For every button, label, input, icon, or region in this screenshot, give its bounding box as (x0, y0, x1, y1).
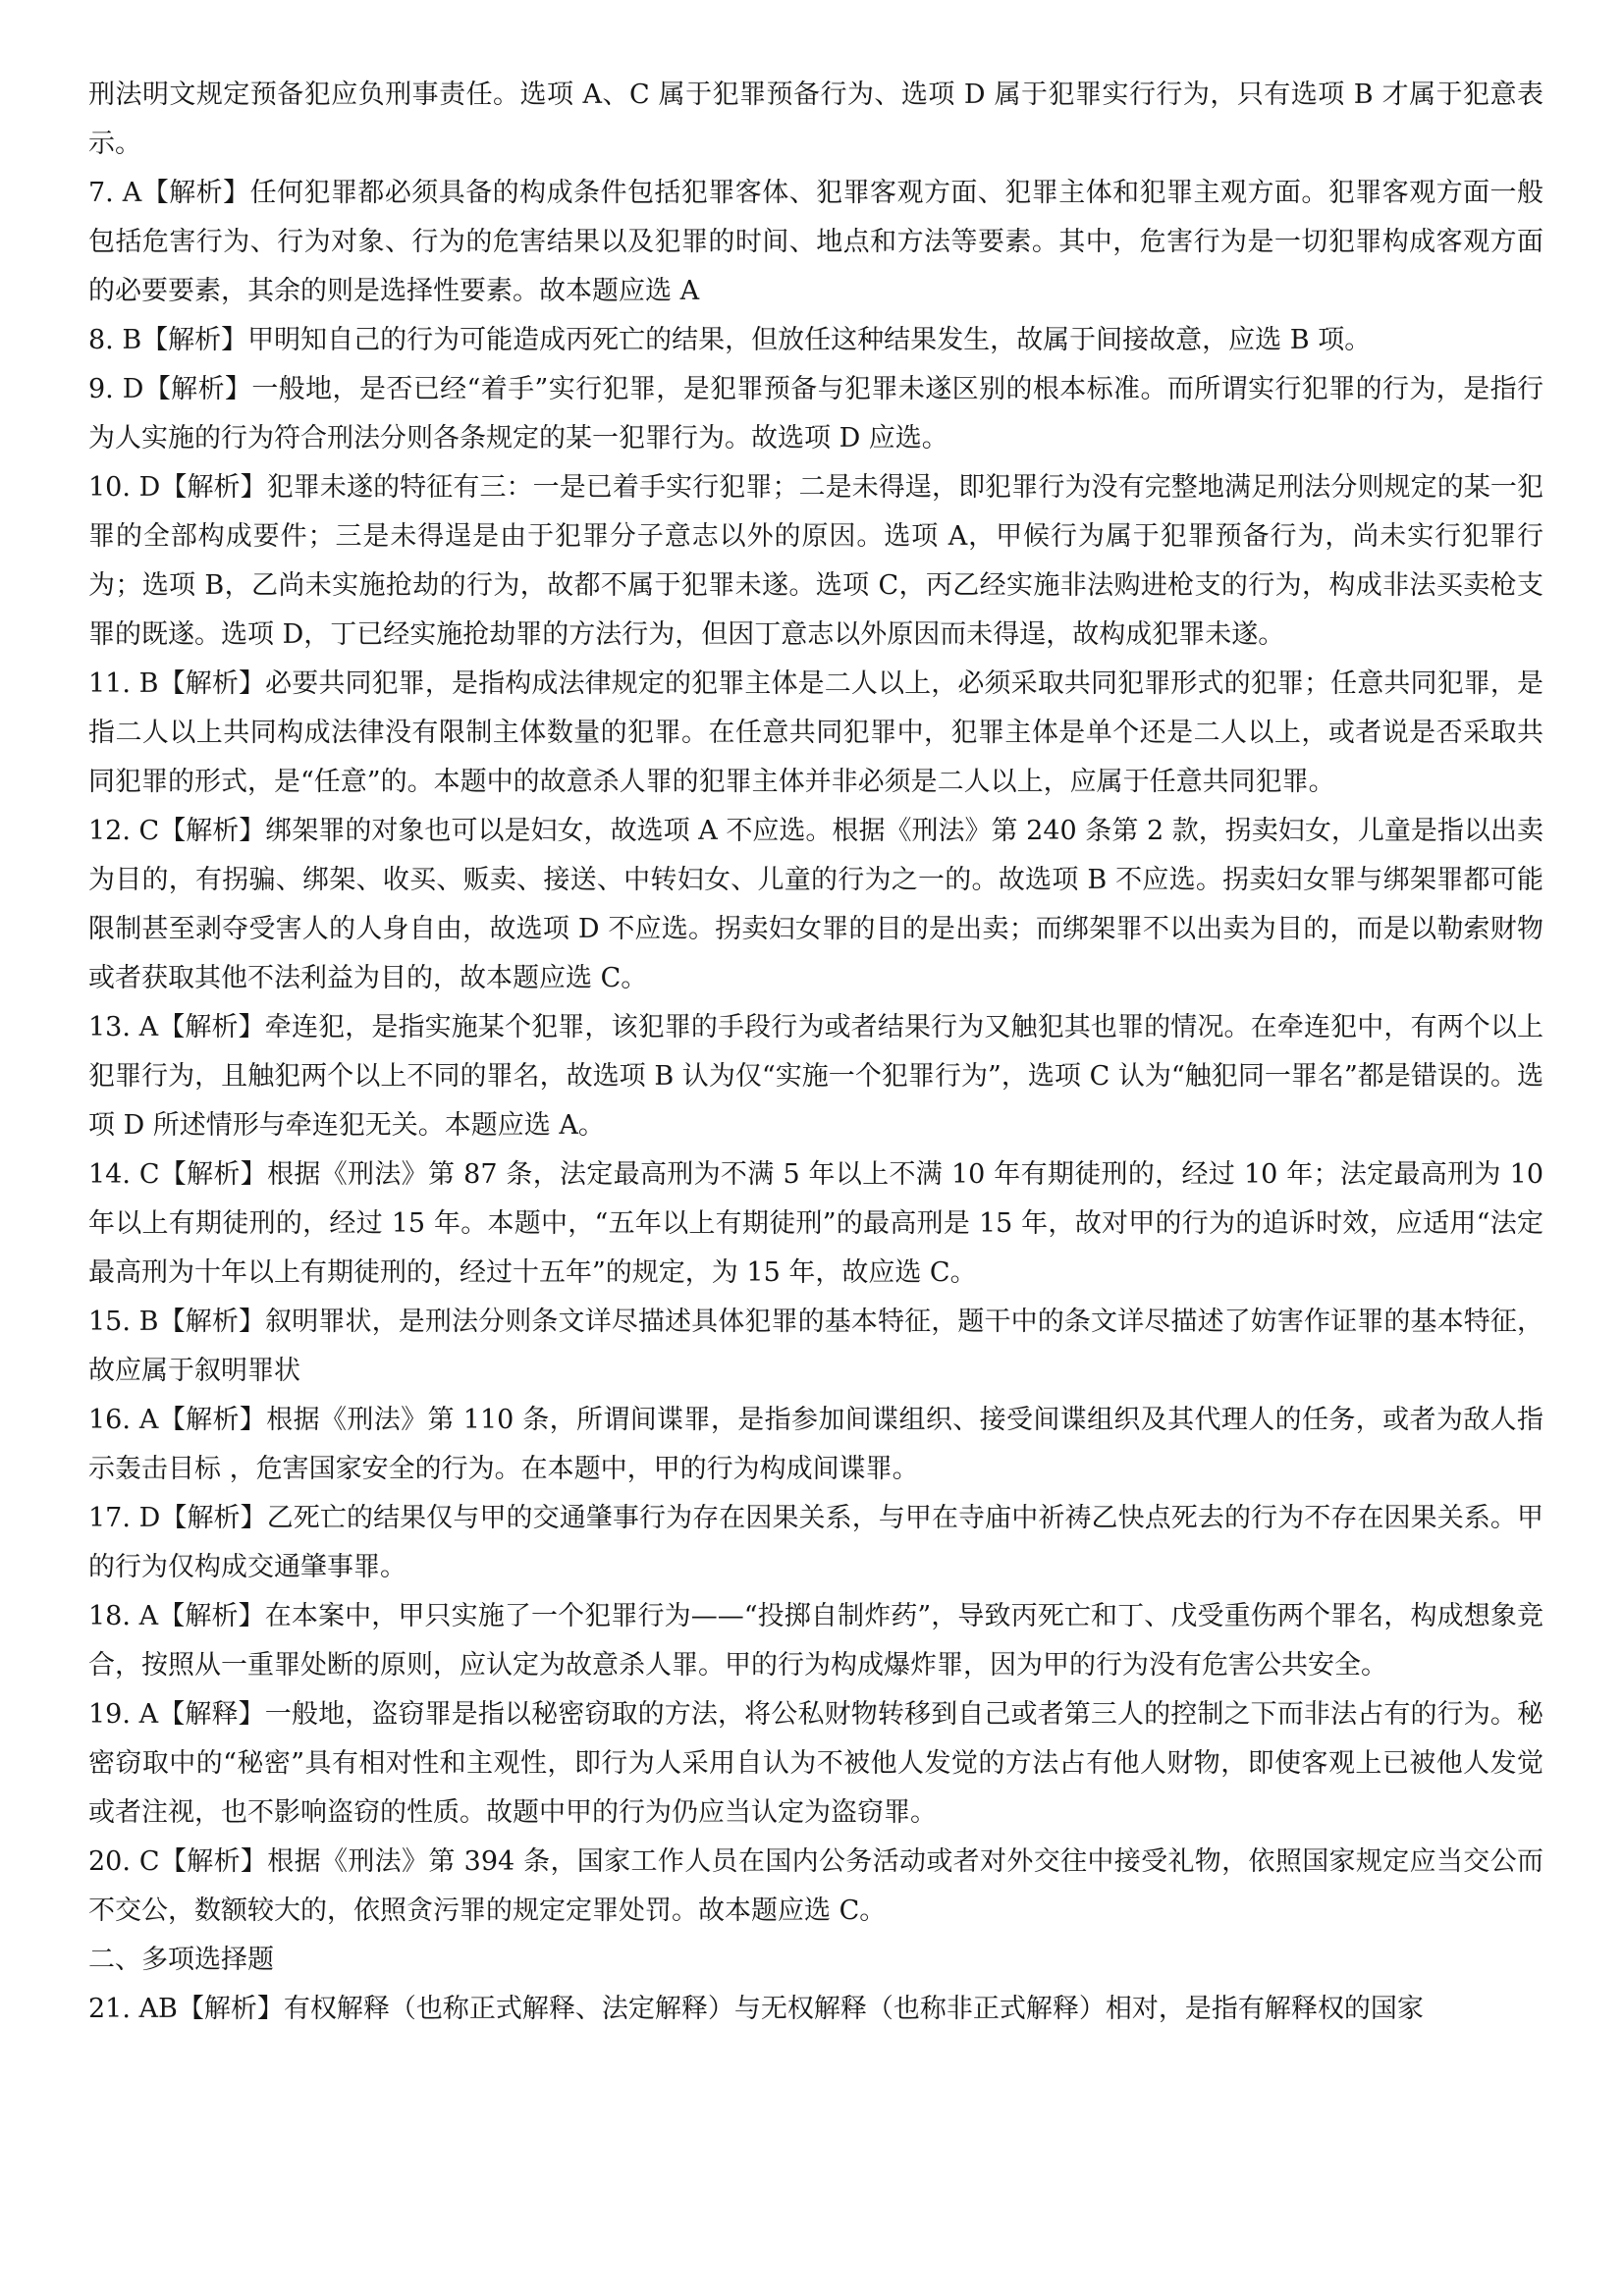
answer-12: 12. C【解析】绑架罪的对象也可以是妇女，故选项 A 不应选。根据《刑法》第 240 条第 2 款，拐卖妇女，儿童是指以出卖为目的，有拐骗、绑架、收买、贩卖、接送、中转妇女、儿童的行为之一的。故选项 B 不应选。拐卖妇女罪与绑架罪都可能限制甚至剥夺受害人的人身自由，故选项 D 不应选。拐卖妇女罪的目的是出卖；而绑架罪不以出卖为目的，而是以勒索财物或者获取其他不法利益为目的，故本题应选 C。 (88, 816, 1543, 993)
answer-20: 20. C【解析】根据《刑法》第 394 条，国家工作人员在国内公务活动或者对外交往中接受礼物，依照国家规定应当交公而不交公，数额较大的，依照贪污罪的规定定罪处罚。故本题应选 C。 (88, 1846, 1543, 1926)
answer-17: 17. D【解析】乙死亡的结果仅与甲的交通肇事行为存在因果关系，与甲在寺庙中祈祷乙快点死去的行为不存在因果关系。甲的行为仅构成交通肇事罪。 (88, 1503, 1543, 1582)
document-page (88, 71, 1543, 2034)
paragraph-continuation: 刑法明文规定预备犯应负刑事责任。选项 A、C 属于犯罪预备行为、选项 D 属于犯罪实行行为，只有选项 B 才属于犯意表示。 (88, 80, 1543, 159)
answer-15: 15. B【解析】叙明罪状，是刑法分则条文详尽描述具体犯罪的基本特征，题干中的条文详尽描述了妨害作证罪的基本特征，故应属于叙明罪状 (88, 1307, 1543, 1386)
answer-8: 8. B【解析】甲明知自己的行为可能造成丙死亡的结果，但放任这种结果发生，故属于间接故意，应选 B 项。 (88, 325, 1372, 355)
answer-11: 11. B【解析】必要共同犯罪，是指构成法律规定的犯罪主体是二人以上，必须采取共同犯罪形式的犯罪；任意共同犯罪，是指二人以上共同构成法律没有限制主体数量的犯罪。在任意共同犯罪中，犯罪主体是单个还是二人以上，或者说是否采取共同犯罪的形式，是“任意”的。本题中的故意杀人罪的犯罪主体并非必须是二人以上，应属于任意共同犯罪。 (88, 668, 1543, 797)
section-heading: 二、多项选择题 (88, 1945, 274, 1975)
answer-10: 10. D【解析】犯罪未遂的特征有三：一是已着手实行犯罪；二是未得逞，即犯罪行为没有完整地满足刑法分则规定的某一犯罪的全部构成要件；三是未得逞是由于犯罪分子意志以外的原因。选项 A，甲候行为属于犯罪预备行为，尚未实行犯罪行为；选项 B，乙尚未实施抢劫的行为，故都不属于犯罪未遂。选项 C，丙乙经实施非法购进枪支的行为，构成非法买卖枪支罪的既遂。选项 D，丁已经实施抢劫罪的方法行为，但因丁意志以外原因而未得逞，故构成犯罪未遂。 (88, 472, 1543, 650)
answer-13: 13. A【解析】牵连犯，是指实施某个犯罪，该犯罪的手段行为或者结果行为又触犯其也罪的情况。在牵连犯中，有两个以上犯罪行为，且触犯两个以上不同的罪名，故选项 B 认为仅“实施一个犯罪行为”，选项 C 认为“触犯同一罪名”都是错误的。选项 D 所述情形与牵连犯无关。本题应选 A。 (88, 1012, 1543, 1141)
answer-16: 16. A【解析】根据《刑法》第 110 条，所谓间谍罪，是指参加间谍组织、接受间谍组织及其代理人的任务，或者为敌人指示轰击目标 ，危害国家安全的行为。在本题中，甲的行为构成间谍罪。 (88, 1405, 1543, 1484)
answer-9: 9. D【解析】一般地，是否已经“着手”实行犯罪，是犯罪预备与犯罪未遂区别的根本标准。而所谓实行犯罪的行为，是指行为人实施的行为符合刑法分则各条规定的某一犯罪行为。故选项 D 应选。 (88, 374, 1543, 454)
answer-14: 14. C【解析】根据《刑法》第 87 条，法定最高刑为不满 5 年以上不满 10 年有期徒刑的，经过 10 年；法定最高刑为 10 年以上有期徒刑的，经过 15 年。本题中，“五年以上有期徒刑”的最高刑是 15 年，故对甲的行为的追诉时效，应适用“法定最高刑为十年以上有期徒刑的，经过十五年”的规定，为 15 年，故应选 C。 (88, 1159, 1543, 1288)
answer-7: 7. A【解析】任何犯罪都必须具备的构成条件包括犯罪客体、犯罪客观方面、犯罪主体和犯罪主观方面。犯罪客观方面一般包括危害行为、行为对象、行为的危害结果以及犯罪的时间、地点和方法等要素。其中，危害行为是一切犯罪构成客观方面的必要要素，其余的则是选择性要素。故本题应选 A (88, 178, 1543, 306)
answer-21: 21. AB【解析】有权解释（也称正式解释、法定解释）与无权解释（也称非正式解释）相对，是指有解释权的国家 (88, 1994, 1424, 2024)
answer-19: 19. A【解释】一般地，盗窃罪是指以秘密窃取的方法，将公私财物转移到自己或者第三人的控制之下而非法占有的行为。秘密窃取中的“秘密”具有相对性和主观性，即行为人采用自认为不被他人发觉的方法占有他人财物，即使客观上已被他人发觉或者注视，也不影响盗窃的性质。故题中甲的行为仍应当认定为盗窃罪。 (88, 1699, 1543, 1828)
answer-18: 18. A【解析】在本案中，甲只实施了一个犯罪行为——“投掷自制炸药”，导致丙死亡和丁、戊受重伤两个罪名，构成想象竞合，按照从一重罪处断的原则，应认定为故意杀人罪。甲的行为构成爆炸罪，因为甲的行为没有危害公共安全。 (88, 1601, 1543, 1681)
